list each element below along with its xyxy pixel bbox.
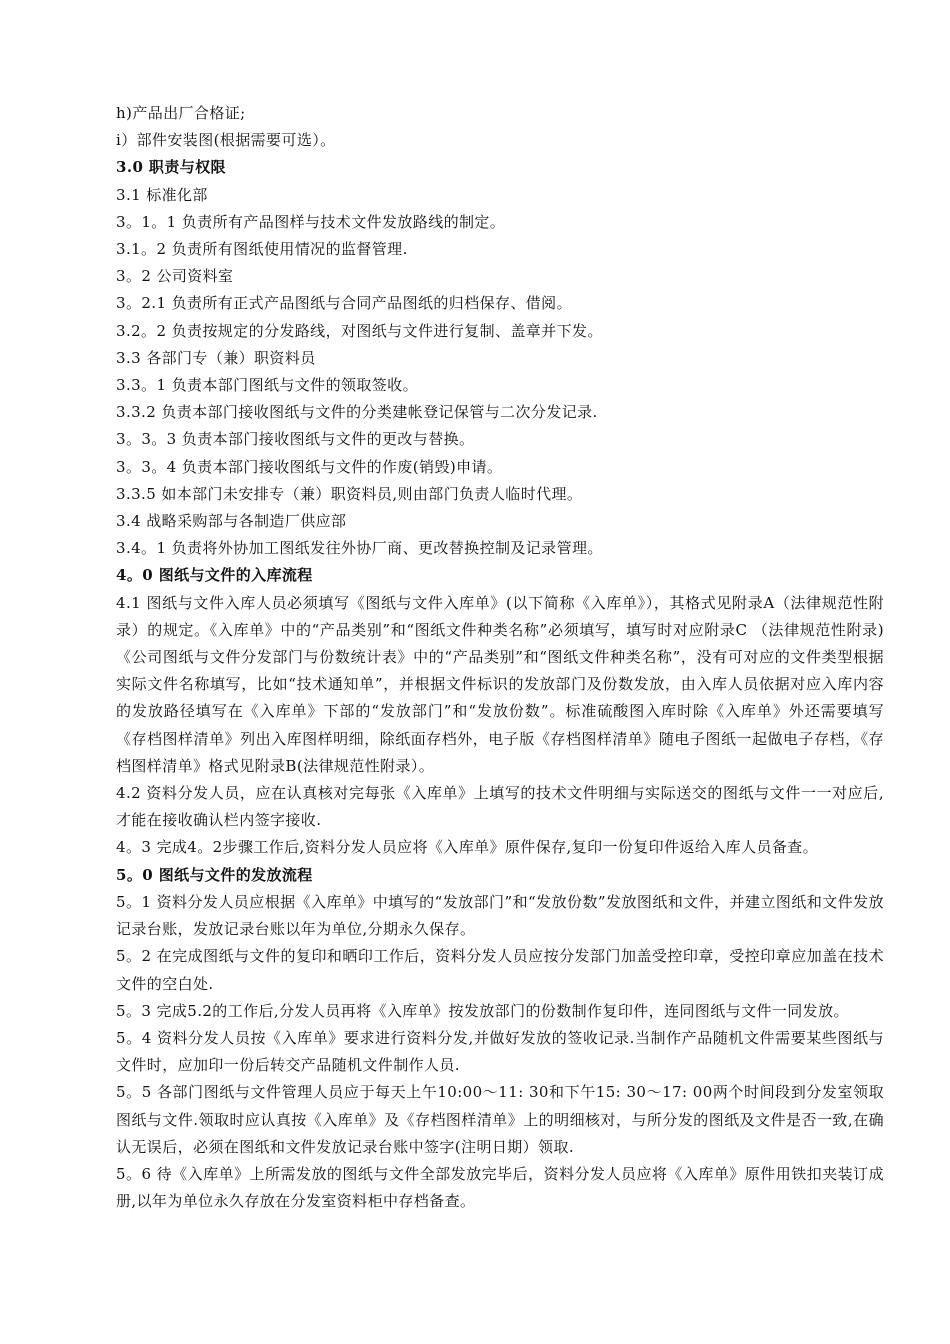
paragraph: 5。2 在完成图纸与文件的复印和晒印工作后，资料分发人员应按分发部门加盖受控印章，受控印章应加盖在技术文件的空白处.	[116, 947, 884, 993]
text-line: 3。1。1 负责所有产品图样与技术文件发放路线的制定。	[116, 212, 506, 231]
section-heading: 3.0 职责与权限	[116, 158, 226, 177]
paragraph: 4.1 图纸与文件入库人员必须填写《图纸与文件入库单》(以下简称《入库单》），其格式见附录A（法律规范性附录）的规定。《入库单》中的“产品类别”和“图纸文件种类名称”必须填写，填写时对应附录C （法律规范性附录)《公司图纸与文件分发部门与份数统计表》中的“产品类别”和“图纸文件种类名称”，没有可对应的文件类型根据实际文件名称填写，比如“技术通知单”，并根据文件标识的发放部门及份数发放，由入库人员依据对应入库内容的发放路径填写在《入库单》下部的“发放部门”和“发放份数”。标准硫酸图入库时除《入库单》外还需要填写《存档图样清单》列出入库图样明细，除纸面存档外，电子版《存档图样清单》随电子图纸一起做电子存档，《存档图样清单》格式见附录B(法律规范性附录）。	[116, 593, 884, 775]
section-heading: 4。0 图纸与文件的入库流程	[116, 566, 313, 585]
text-line: 3。3。3 负责本部门接收图纸与文件的更改与替换。	[116, 430, 475, 449]
section-heading: 5。0 图纸与文件的发放流程	[116, 865, 313, 884]
text-line: i）部件安装图(根据需要可选）。	[116, 131, 336, 150]
text-line: 3.2。2 负责按规定的分发路线，对图纸与文件进行复制、盖章并下发。	[116, 321, 603, 340]
text-line: 3.1。2 负责所有图纸使用情况的监督管理.	[116, 240, 408, 259]
text-line: 3.4。1 负责将外协加工图纸发往外协厂商、更改替换控制及记录管理。	[116, 539, 603, 558]
document-body	[116, 100, 884, 1215]
paragraph: 5。1 资料分发人员应根据《入库单》中填写的“发放部门”和“发放份数”发放图纸和文件，并建立图纸和文件发放记录台账，发放记录台账以年为单位,分期永久保存。	[116, 892, 884, 939]
text-line: 3。3。4 负责本部门接收图纸与文件的作废(销毁)申请。	[116, 457, 503, 476]
text-line: 3.1 标准化部	[116, 185, 208, 204]
paragraph: 5。6 待《入库单》上所需发放的图纸与文件全部发放完毕后，资料分发人员应将《入库单》原件用铁扣夹装订成册,以年为单位永久存放在分发室资料柜中存档备查。	[116, 1164, 884, 1211]
text-line: 3.3。1 负责本部门图纸与文件的领取签收。	[116, 376, 418, 395]
text-line: 3。2.1 负责所有正式产品图纸与合同产品图纸的归档保存、借阅。	[116, 294, 572, 313]
text-line: 4。3 完成4。2步骤工作后,资料分发人员应将《入库单》原件保存,复印一份复印件返给入库人员备查。	[116, 838, 819, 857]
paragraph: 5。5 各部门图纸与文件管理人员应于每天上午10:00～11: 30和下午15: 30～17: 00两个时间段到分发室领取图纸与文件.领取时应认真按《入库单》及《存档图样清单》上的明细核对，与所分发的图纸及文件是否一致,在确认无误后，必须在图纸和文件发放记录台账中签字(注明日期）领取.	[116, 1083, 884, 1156]
paragraph: 5。3 完成5.2的工作后,分发人员再将《入库单》按发放部门的份数制作复印件，连同图纸与文件一同发放。	[116, 1001, 849, 1020]
text-line: 3.3.2 负责本部门接收图纸与文件的分类建帐登记保管与二次分发记录.	[116, 403, 598, 422]
text-line: h)产品出厂合格证;	[116, 104, 246, 122]
paragraph: 5。4 资料分发人员按《入库单》要求进行资料分发,并做好发放的签收记录.当制作产品随机文件需要某些图纸与文件时，应加印一份后转交产品随机文件制作人员.	[116, 1028, 884, 1075]
paragraph: 4.2 资料分发人员，应在认真核对完每张《入库单》上填写的技术文件明细与实际送交的图纸与文件一一对应后,才能在接收确认栏内签字接收.	[116, 784, 884, 830]
text-line: 3。2 公司资料室	[116, 267, 234, 286]
text-line: 3.4 战略采购部与各制造厂供应部	[116, 512, 347, 531]
text-line: 3.3.5 如本部门未安排专（兼）职资料员,则由部门负责人临时代理。	[116, 484, 583, 503]
text-line: 3.3 各部门专（兼）职资料员	[116, 348, 316, 367]
